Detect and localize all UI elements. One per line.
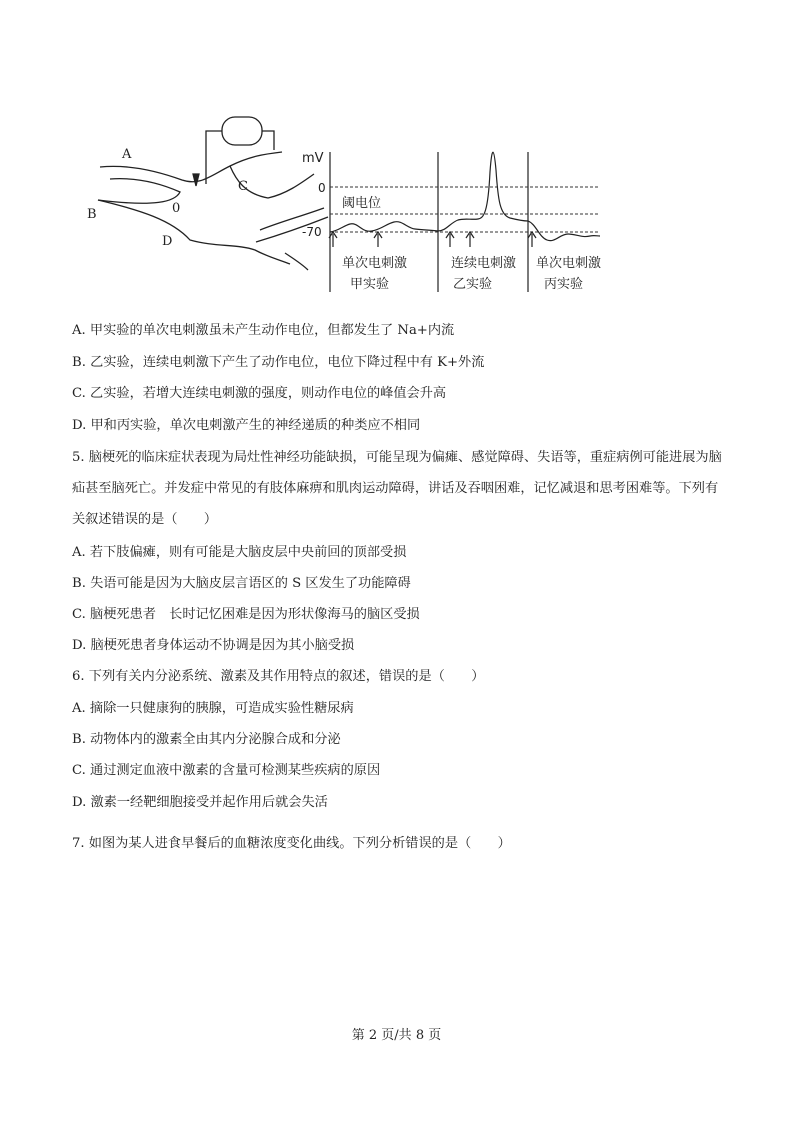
q4-option-c: C. 乙实验，若增大连续电刺激的强度，则动作电位的峰值会升高 — [72, 386, 447, 401]
electrode-wire-left — [206, 131, 222, 184]
threshold-label: 阈电位 — [342, 196, 382, 211]
neuron-outline-bottom — [98, 200, 290, 264]
label-b: B — [87, 207, 97, 222]
exp3-stimulus: 单次电刺激 — [536, 256, 602, 271]
q4-option-b: B. 乙实验，连续电刺激下产生了动作电位，电位下降过程中有 K+外流 — [72, 355, 485, 370]
y-tick-rest: -70 — [302, 225, 322, 239]
label-a: A — [122, 147, 132, 162]
figure-svg — [80, 112, 620, 302]
q6-option-a: A. 摘除一只健康狗的胰腺，可造成实验性糖尿病 — [72, 701, 354, 716]
label-zero: 0 — [172, 201, 181, 216]
exp3-name: 丙实验 — [544, 277, 584, 292]
page-footer: 第 2 页/共 8 页 — [351, 1028, 442, 1043]
label-d: D — [162, 234, 173, 249]
stimulus-arrows — [329, 232, 536, 247]
meter-icon — [222, 117, 262, 145]
label-c: C — [238, 179, 248, 194]
exp2-name: 乙实验 — [453, 277, 493, 292]
potential-graph — [302, 151, 601, 292]
exp1-stimulus: 单次电刺激 — [342, 256, 408, 271]
electrode-arrow — [193, 174, 199, 186]
q4-option-d: D. 甲和丙实验，单次电刺激产生的神经递质的种类应不相同 — [72, 418, 421, 433]
q6-stem: 6. 下列有关内分泌系统、激素及其作用特点的叙述，错误的是（ ） — [72, 669, 485, 684]
q5-option-b: B. 失语可能是因为大脑皮层言语区的 S 区发生了功能障碍 — [72, 576, 411, 591]
q5-option-a: A. 若下肢偏瘫，则有可能是大脑皮层中央前回的顶部受损 — [72, 545, 407, 560]
q5-option-d: D. 脑梗死患者身体运动不协调是因为其小脑受损 — [72, 638, 355, 653]
figure-neuron-potential — [80, 112, 620, 302]
q5-option-c: C. 脑梗死患者 长时记忆困难是因为形状像海马的脑区受损 — [72, 607, 420, 622]
q4-option-a: A. 甲实验的单次电刺激虽未产生动作电位，但都发生了 Na+内流 — [72, 323, 455, 338]
q6-option-d: D. 激素一经靶细胞接受并起作用后就会失活 — [72, 795, 328, 810]
exp2-stimulus: 连续电刺激 — [451, 256, 517, 271]
q6-option-b: B. 动物体内的激素全由其内分泌腺合成和分泌 — [72, 732, 341, 747]
q5-stem: 5. 脑梗死的临床症状表现为局灶性神经功能缺损，可能呈现为偏瘫、感觉障碍、失语等，重症病例可能进展为脑疝甚至脑死亡。并发症中常见的有肢体麻痹和肌肉运动障碍，讲话及吞咽困难，记忆减退和思考困难等。下列有关叙述错误的是（ ） — [72, 450, 722, 527]
y-tick-zero: 0 — [318, 181, 326, 195]
electrode-wire-right — [262, 131, 274, 150]
y-unit-label: mV — [302, 151, 324, 166]
q7-stem: 7. 如图为某人进食早餐后的血糖浓度变化曲线。下列分析错误的是（ ） — [72, 836, 511, 851]
exp1-name: 甲实验 — [350, 277, 390, 292]
neuron-outline-left — [98, 179, 180, 204]
neuron-diagram — [87, 117, 328, 270]
neuron-dendrite-tail — [285, 253, 308, 270]
q6-option-c: C. 通过测定血液中激素的含量可检测某些疾病的原因 — [72, 763, 381, 778]
